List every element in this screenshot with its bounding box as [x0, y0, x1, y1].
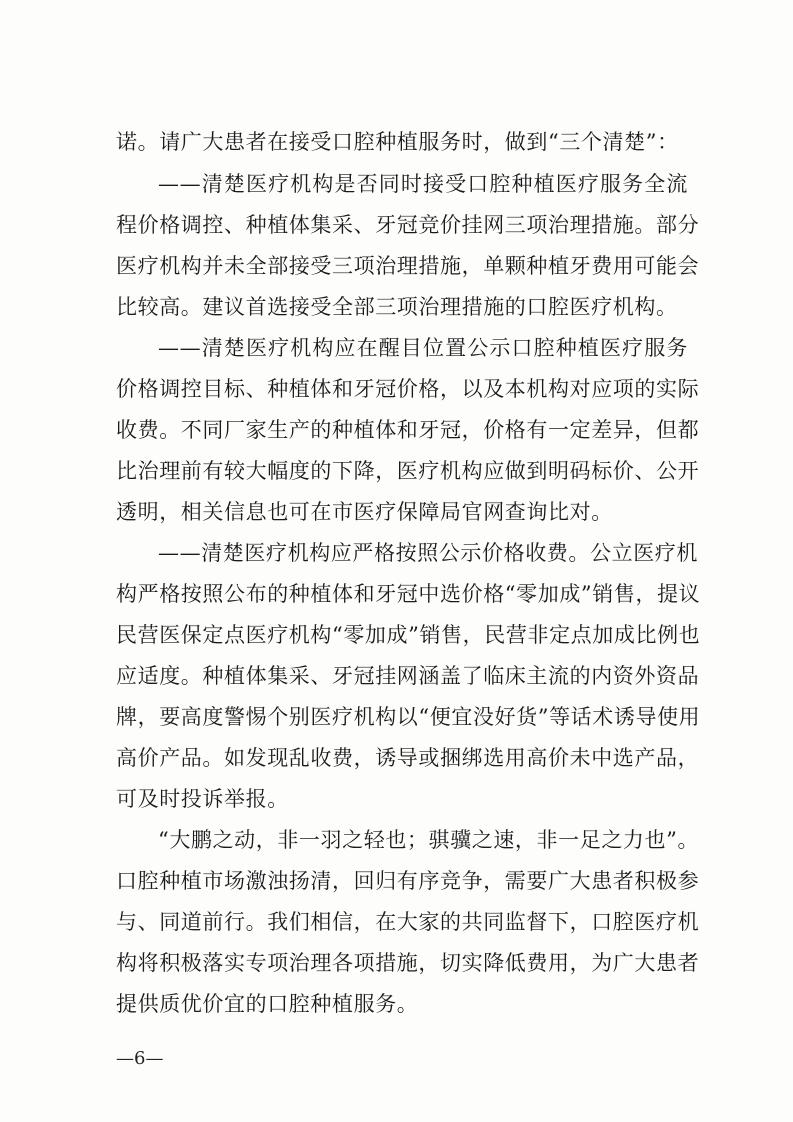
paragraph-5-line-5: 提供质优价宜的口腔种植服务。: [116, 992, 419, 1016]
paragraph-3-line-1: ——清楚医疗机构应在醒目位置公示口腔种植医疗服务: [158, 336, 688, 360]
paragraph-5-line-4: 构将积极落实专项治理各项措施，切实降低费用，为广大患者: [116, 951, 700, 975]
paragraph-3-line-5: 透明，相关信息也可在市医疗保障局官网查询比对。: [116, 500, 613, 524]
paragraph-2-line-4: 比较高。建议首选接受全部三项治理措施的口腔医疗机构。: [116, 295, 678, 319]
paragraph-4-line-6: 高价产品。如发现乱收费，诱导或捆绑选用高价未中选产品，: [116, 746, 700, 770]
paragraph-3-line-3: 收费。不同厂家生产的种植体和牙冠，价格有一定差异，但都: [116, 418, 700, 442]
paragraph-2-line-3: 医疗机构并未全部接受三项治理措施，单颗种植牙费用可能会: [116, 254, 700, 278]
paragraph-2-line-1: ——清楚医疗机构是否同时接受口腔种植医疗服务全流: [158, 172, 688, 196]
paragraph-4-line-4: 应适度。种植体集采、牙冠挂网涵盖了临床主流的内资外资品: [116, 664, 700, 688]
paragraph-4-line-3: 民营医保定点医疗机构“零加成”销售，民营非定点加成比例也: [116, 623, 701, 647]
paragraph-1-line-1: 诺。请广大患者在接受口腔种植服务时，做到“三个清楚”：: [116, 130, 679, 154]
paragraph-4-line-7: 可及时投诉举报。: [116, 787, 289, 811]
paragraph-4-line-5: 牌，要高度警惕个别医疗机构以“便宜没好货”等话术诱导使用: [116, 705, 701, 729]
paragraph-3-line-4: 比治理前有较大幅度的下降，医疗机构应做到明码标价、公开: [116, 459, 700, 483]
paragraph-5-line-1: “大鹏之动，非一羽之轻也；骐骥之速，非一足之力也”。: [158, 828, 700, 852]
page-number: —6—: [116, 1048, 164, 1069]
paragraph-5-line-3: 与、同道前行。我们相信，在大家的共同监督下，口腔医疗机: [116, 910, 700, 934]
paragraph-4-line-1: ——清楚医疗机构应严格按照公示价格收费。公立医疗机: [158, 541, 698, 565]
paragraph-3-line-2: 价格调控目标、种植体和牙冠价格，以及本机构对应项的实际: [116, 377, 700, 401]
paragraph-4-line-2: 构严格按照公布的种植体和牙冠中选价格“零加成”销售，提议: [116, 582, 701, 606]
paragraph-2-line-2: 程价格调控、种植体集采、牙冠竞价挂网三项治理措施。部分: [116, 213, 700, 237]
paragraph-5-line-2: 口腔种植市场激浊扬清，回归有序竞争，需要广大患者积极参: [116, 869, 700, 893]
